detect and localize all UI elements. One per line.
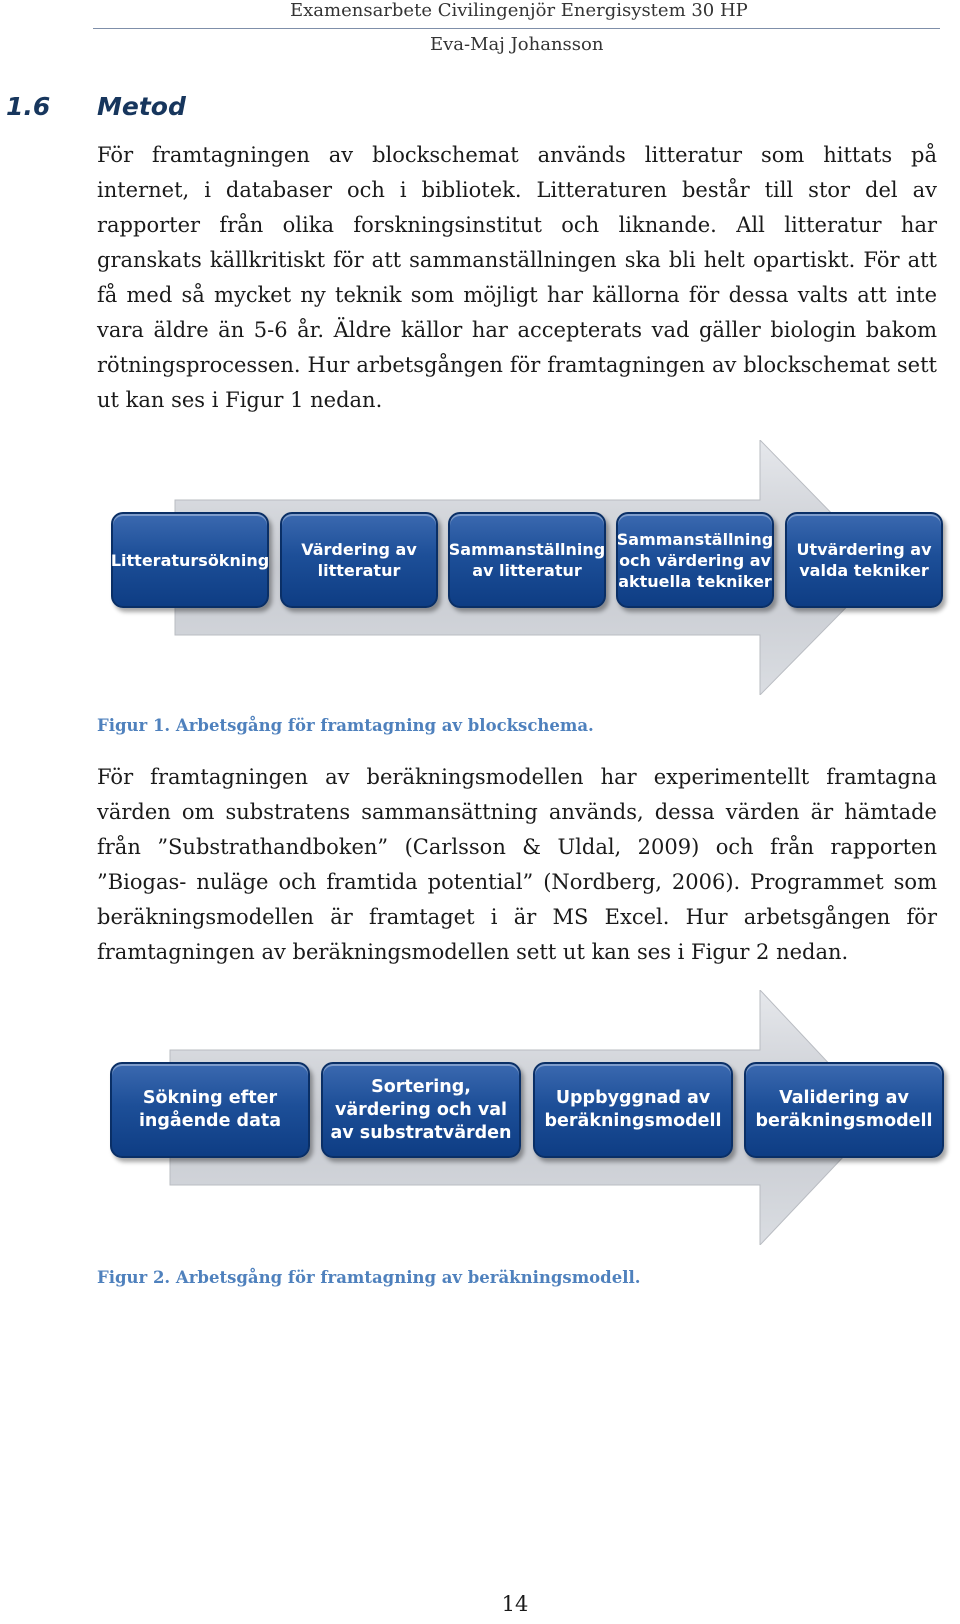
header-author: Eva-Maj Johansson	[430, 34, 604, 55]
flow-step-5: Utvärdering av valda tekniker	[785, 512, 943, 608]
page-number: 14	[501, 1592, 529, 1616]
flow-step-2: Sortering, värdering och val av substratvärden	[321, 1062, 521, 1158]
header-rule	[93, 28, 940, 29]
flow-step-1: Litteratursökning	[111, 512, 269, 608]
flow-step-3: Uppbyggnad av beräkningsmodell	[533, 1062, 733, 1158]
figure-2-diagram	[0, 990, 960, 1245]
flow-step-4: Sammanställning och värdering av aktuella tekniker	[616, 512, 774, 608]
flow-step-4: Validering av beräkningsmodell	[744, 1062, 944, 1158]
paragraph-model: För framtagningen av beräkningsmodellen har experimentellt framtagna värden om substratens sammansättning används, dessa värden är hämtade från ”Substrathandboken” (Carlsson & Uldal, 2009) och från rapporten ”Biogas- nuläge och framtida potential” (Nordberg, 2006). Programmet som beräkningsmodellen är framtaget i är MS Excel. Hur arbetsgången för framtagningen av beräkningsmodellen sett ut kan ses i Figur 2 nedan.	[97, 765, 937, 964]
flow-step-3: Sammanställning av litteratur	[448, 512, 606, 608]
section-title: Metod	[97, 92, 186, 121]
flow-step-2: Värdering av litteratur	[280, 512, 438, 608]
figure-2-caption: Figur 2. Arbetsgång för framtagning av beräkningsmodell.	[97, 1268, 641, 1287]
header-title: Examensarbete Civilingenjör Energisystem 30 HP	[290, 0, 748, 21]
figure-1-diagram	[0, 440, 960, 695]
flow-step-1: Sökning efter ingående data	[110, 1062, 310, 1158]
section-number: 1.6	[6, 92, 51, 121]
figure-1-caption: Figur 1. Arbetsgång för framtagning av blockschema.	[97, 716, 594, 735]
paragraph-method: För framtagningen av blockschemat används litteratur som hittats på internet, i databaser och i bibliotek. Litteraturen består till stor del av rapporter från olika forskningsinstitut och liknande. All litteratur har granskats källkritiskt för att sammanställningen ska bli helt opartiskt. För att få med så mycket ny teknik som möjligt har källorna för dessa valts att inte vara äldre än 5-6 år. Äldre källor har accepterats vad gäller biologin bakom rötningsprocessen. Hur arbetsgången för framtagningen av blockschemat sett ut kan ses i Figur 1 nedan.	[97, 143, 937, 412]
